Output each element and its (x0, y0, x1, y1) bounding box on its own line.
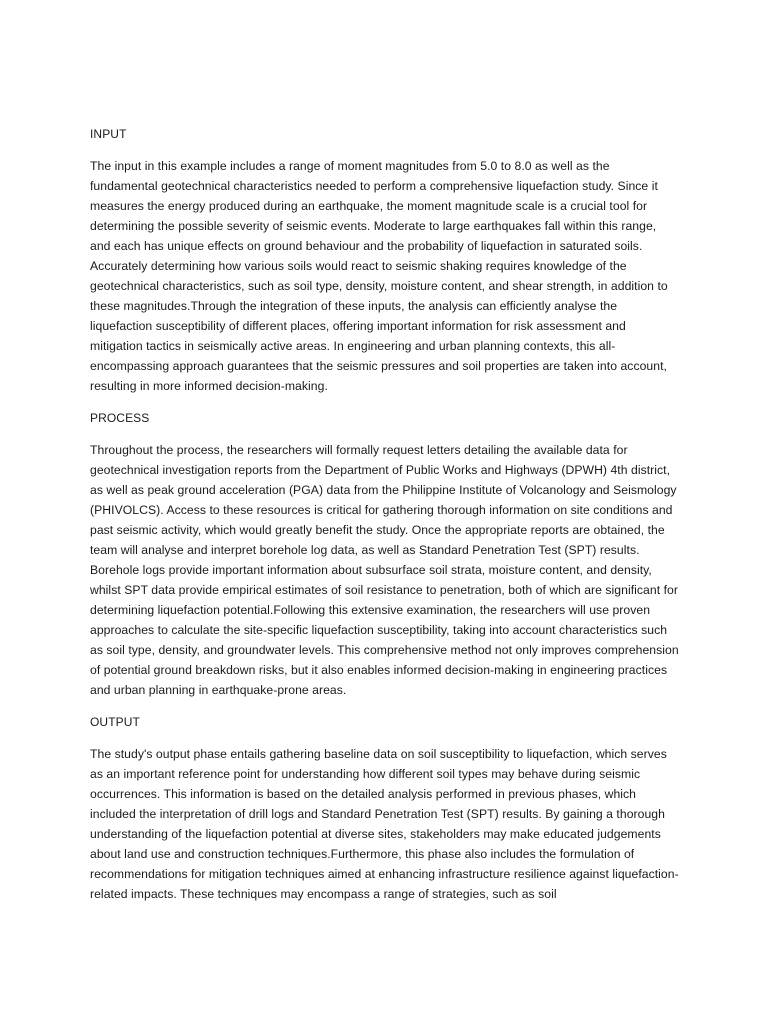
document-page (90, 124, 680, 916)
section-heading-input: INPUT (90, 127, 127, 141)
section-body-input: The input in this example includes a range of moment magnitudes from 5.0 to 8.0 as well as the fundamental geotechnical characteristics needed to perform a comprehensive liquefaction study. Since it measures the energy produced during an earthquake, the moment magnitude scale is a crucial tool for determining the possible severity of seismic events. Moderate to large earthquakes fall within this range, and each has unique effects on ground behaviour and the probability of liquefaction in saturated soils. Accurately determining how various soils would react to seismic shaking requires knowledge of the geotechnical characteristics, such as soil type, density, moisture content, and shear strength, in addition to these magnitudes.Through the integration of these inputs, the analysis can efficiently analyse the liquefaction susceptibility of different places, offering important information for risk assessment and mitigation tactics in seismically active areas. In engineering and urban planning contexts, this all-encompassing approach guarantees that the seismic pressures and soil properties are taken into account, resulting in more informed decision-making. (90, 159, 668, 393)
section-heading-output: OUTPUT (90, 715, 140, 729)
section-heading-process: PROCESS (90, 411, 150, 425)
section-body-process: Throughout the process, the researchers will formally request letters detailing the available data for geotechnical investigation reports from the Department of Public Works and Highways (DPWH) 4th district, as well as peak ground acceleration (PGA) data from the Philippine Institute of Volcanology and Seismology (PHIVOLCS). Access to these resources is critical for gathering thorough information on site conditions and past seismic activity, which would greatly benefit the study. Once the appropriate reports are obtained, the team will analyse and interpret borehole log data, as well as Standard Penetration Test (SPT) results. Borehole logs provide important information about subsurface soil strata, moisture content, and density, whilst SPT data provide empirical estimates of soil resistance to penetration, both of which are significant for determining liquefaction potential.Following this extensive examination, the researchers will use proven approaches to calculate the site-specific liquefaction susceptibility, taking into account characteristics such as soil type, density, and groundwater levels. This comprehensive method not only improves comprehension of potential ground breakdown risks, but it also enables informed decision-making in engineering practices and urban planning in earthquake-prone areas. (90, 443, 679, 697)
section-body-output: The study's output phase entails gathering baseline data on soil susceptibility to liquefaction, which serves as an important reference point for understanding how different soil types may behave during seismic occurrences. This information is based on the detailed analysis performed in previous phases, which included the interpretation of drill logs and Standard Penetration Test (SPT) results. By gaining a thorough understanding of the liquefaction potential at diverse sites, stakeholders may make educated judgements about land use and construction techniques.Furthermore, this phase also includes the formulation of recommendations for mitigation techniques aimed at enhancing infrastructure resilience against liquefaction-related impacts. These techniques may encompass a range of strategies, such as soil (90, 747, 679, 901)
